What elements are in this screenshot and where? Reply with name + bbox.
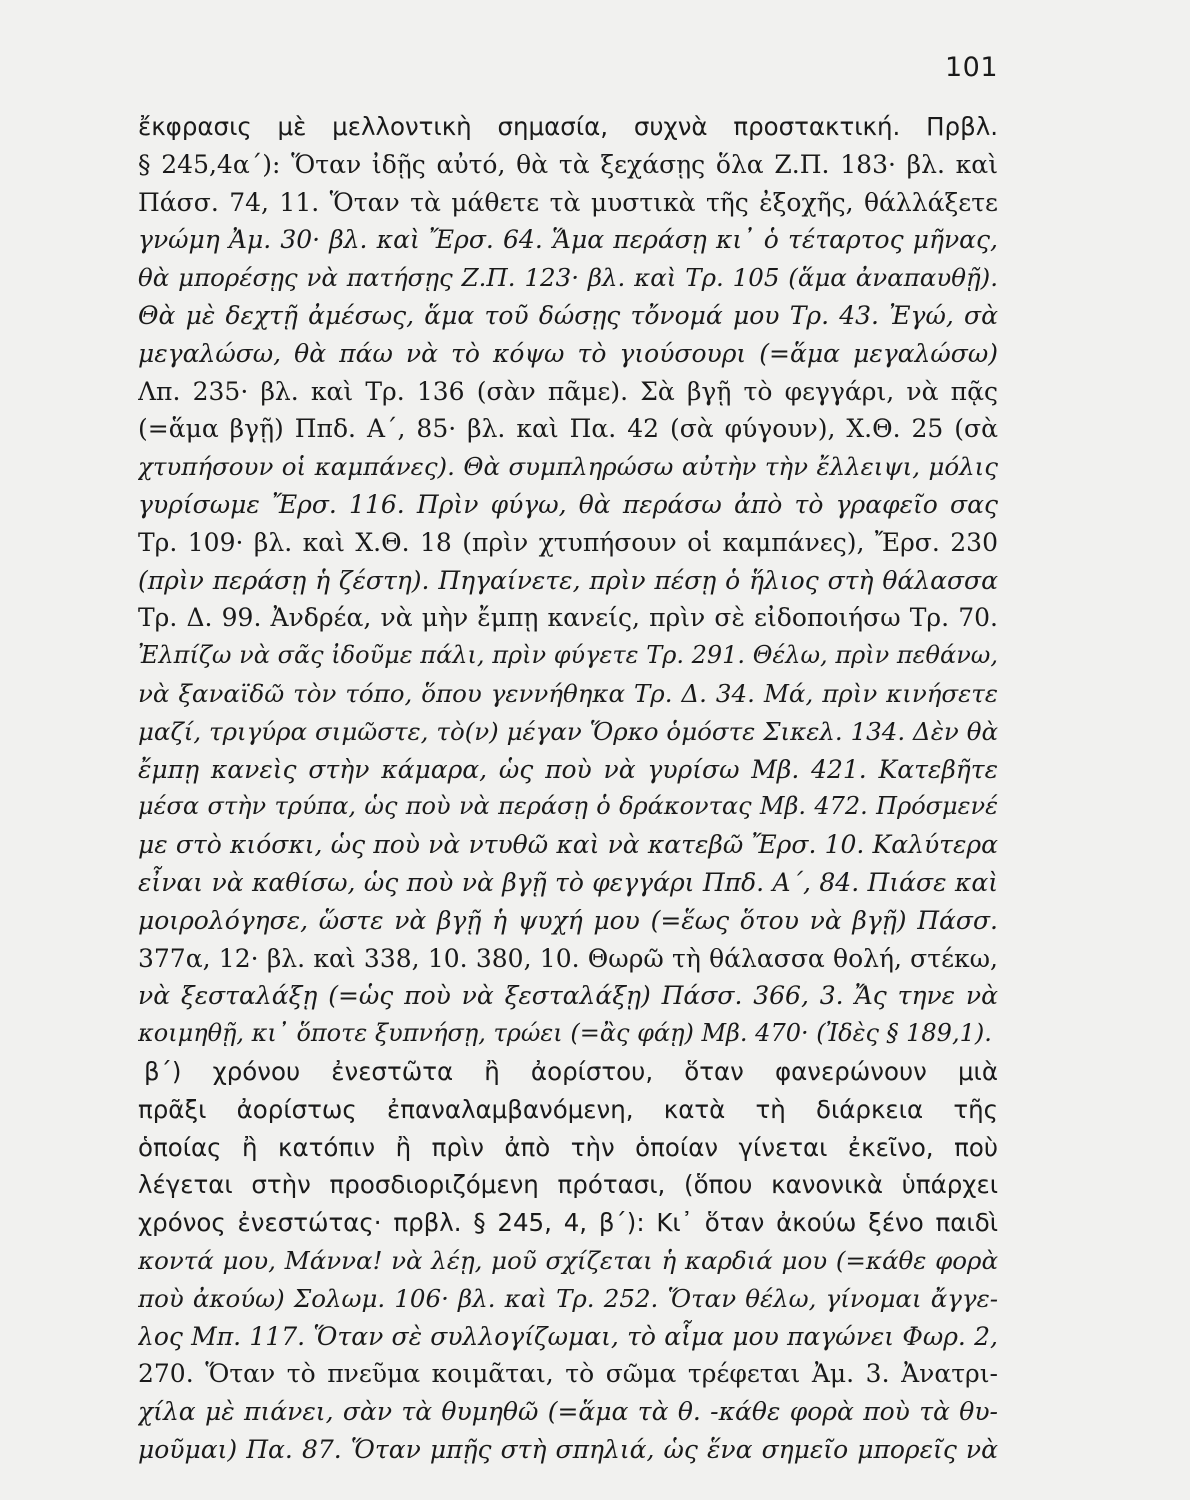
text-line: κοντά μου, Μάννα! νὰ λέῃ, μοῦ σχίζεται ἡ καρδιά μου (=κάθε φορὰ: [138, 1245, 998, 1275]
text-line: χτυπήσουν οἱ καμπάνες). Θὰ συμπληρώσω αὐτὴν τὴν ἔλλειψι, μόλις: [138, 452, 998, 482]
text-line: (=ἅμα βγῇ) Ππδ. Α΄, 85· βλ. καὶ Πα. 42 (σὰ φύγουν), Χ.Θ. 25 (σὰ: [138, 414, 998, 444]
text-line: Θὰ μὲ δεχτῇ ἀμέσως, ἅμα τοῦ δώσῃς τὄνομά μου Τρ. 43. Ἐγώ, σὰ: [138, 300, 998, 330]
text-line: νὰ ξεσταλάξῃ (=ὡς ποὺ νὰ ξεσταλάξῃ) Πάσσ. 366, 3. Ἄς τηνε νὰ: [138, 981, 998, 1011]
text-line: ἔμπῃ κανεὶς στὴν κάμαρα, ὡς ποὺ νὰ γυρίσω Μβ. 421. Κατεβῆτε: [138, 754, 998, 784]
text-line: θὰ μπορέσῃς νὰ πατήσῃς Ζ.Π. 123· βλ. καὶ Τρ. 105 (ἅμα ἀναπαυθῇ).: [138, 263, 998, 293]
text-line: μέσα στὴν τρύπα, ὡς ποὺ νὰ περάσῃ ὁ δράκοντας Μβ. 472. Πρόσμενέ: [138, 792, 998, 821]
text-line: Ἐλπίζω νὰ σᾶς ἰδοῦμε πάλι, πρὶν φύγετε Τρ. 291. Θέλω, πρὶν πεθάνω,: [138, 641, 998, 670]
text-line: κοιμηθῇ, κι᾿ ὅποτε ξυπνήσῃ, τρώει (=ἂς φάῃ) Μβ. 470· (Ἰδὲς § 189,1).: [138, 1019, 992, 1048]
text-line: μαζί, τριγύρα σιμῶστε, τὸ(ν) μέγαν Ὅρκο ὁμόστε Σικελ. 134. Δὲν θὰ: [138, 716, 998, 746]
text-line: ποὺ ἀκούω) Σολωμ. 106· βλ. καὶ Τρ. 252. Ὅταν θέλω, γίνομαι ἄγγε-: [138, 1283, 998, 1313]
text-line: β΄) χρόνου ἐνεστῶτα ἢ ἀορίστου, ὅταν φανερώνουν μιὰ: [144, 1056, 998, 1086]
text-line: νὰ ξαναϊδῶ τὸν τόπο, ὅπου γεννήθηκα Τρ. Δ. 34. Μά, πρὶν κινήσετε: [138, 678, 998, 708]
text-line: μοῦμαι) Πα. 87. Ὅταν μπῇς στὴ σπηλιά, ὡς ἕνα σημεῖο μπορεῖς νὰ: [138, 1434, 998, 1464]
page-number: 101: [945, 52, 999, 83]
text-line: γυρίσωμε Ἔρσ. 116. Πρὶν φύγω, θὰ περάσω ἀπὸ τὸ γραφεῖο σας: [138, 489, 998, 519]
text-line: χρόνος ἐνεστώτας· πρβλ. § 245, 4, β΄): Κι᾿ ὅταν ἀκούω ξένο παιδὶ: [138, 1208, 998, 1238]
text-line: γνώμη Ἀμ. 30· βλ. καὶ Ἔρσ. 64. Ἅμα περάσῃ κι᾿ ὁ τέταρτος μῆνας,: [138, 225, 998, 255]
text-line: μεγαλώσω, θὰ πάω νὰ τὸ κόψω τὸ γιούσουρι (=ἅμα μεγαλώσω): [138, 338, 998, 368]
text-line: Πάσσ. 74, 11. Ὅταν τὰ μάθετε τὰ μυστικὰ τῆς ἐξοχῆς, θάλλάξετε: [138, 187, 998, 217]
text-line: Λπ. 235· βλ. καὶ Τρ. 136 (σὰν πᾶμε). Σὰ βγῇ τὸ φεγγάρι, νὰ πᾷς: [138, 376, 998, 406]
text-line: 270. Ὅταν τὸ πνεῦμα κοιμᾶται, τὸ σῶμα τρέφεται Ἀμ. 3. Ἀνατρι-: [138, 1359, 998, 1389]
text-line: (πρὶν περάσῃ ἡ ζέστη). Πηγαίνετε, πρὶν πέσῃ ὁ ἥλιος στὴ θάλασσα: [138, 565, 998, 595]
text-line: Τρ. 109· βλ. καὶ Χ.Θ. 18 (πρὶν χτυπήσουν οἱ καμπάνες), Ἔρσ. 230: [138, 527, 998, 557]
text-line: με στὸ κιόσκι, ὡς ποὺ νὰ ντυθῶ καὶ νὰ κατεβῶ Ἔρσ. 10. Καλύτερα: [138, 830, 998, 860]
text-line: § 245,4α΄): Ὅταν ἰδῇς αὐτό, θὰ τὰ ξεχάσῃς ὅλα Ζ.Π. 183· βλ. καὶ: [138, 149, 998, 179]
text-line: 377α, 12· βλ. καὶ 338, 10. 380, 10. Θωρῶ τὴ θάλασσα θολή, στέκω,: [138, 943, 998, 973]
text-line: μοιρολόγησε, ὥστε νὰ βγῇ ἡ ψυχή μου (=ἕως ὅτου νὰ βγῇ) Πάσσ.: [138, 905, 998, 935]
text-line: ἔκφρασις μὲ μελλοντικὴ σημασία, συχνὰ προστακτική. Πρβλ.: [138, 112, 998, 141]
text-line: εἶναι νὰ καθίσω, ὡς ποὺ νὰ βγῇ τὸ φεγγάρι Ππδ. Α΄, 84. Πιάσε καὶ: [138, 867, 998, 897]
text-line: πρᾶξι ἀορίστως ἐπαναλαμβανόμενη, κατὰ τὴ διάρκεια τῆς: [138, 1094, 998, 1124]
text-line: λος Μπ. 117. Ὅταν σὲ συλλογίζωμαι, τὸ αἷμα μου παγώνει Φωρ. 2,: [138, 1321, 998, 1351]
text-line: χίλα μὲ πιάνει, σὰν τὰ θυμηθῶ (=ἅμα τὰ θ. -κάθε φορὰ ποὺ τὰ θυ-: [138, 1397, 998, 1427]
text-line: λέγεται στὴν προσδιοριζόμενη πρότασι, (ὅπου κανονικὰ ὑπάρχει: [138, 1170, 998, 1200]
text-line: Τρ. Δ. 99. Ἀνδρέα, νὰ μὴν ἔμπῃ κανείς, πρὶν σὲ εἰδοποιήσω Τρ. 70.: [138, 603, 998, 633]
body-text: [138, 108, 998, 1469]
text-line: ὁποίας ἢ κατόπιν ἢ πρὶν ἀπὸ τὴν ὁποίαν γίνεται ἐκεῖνο, ποὺ: [138, 1132, 998, 1162]
